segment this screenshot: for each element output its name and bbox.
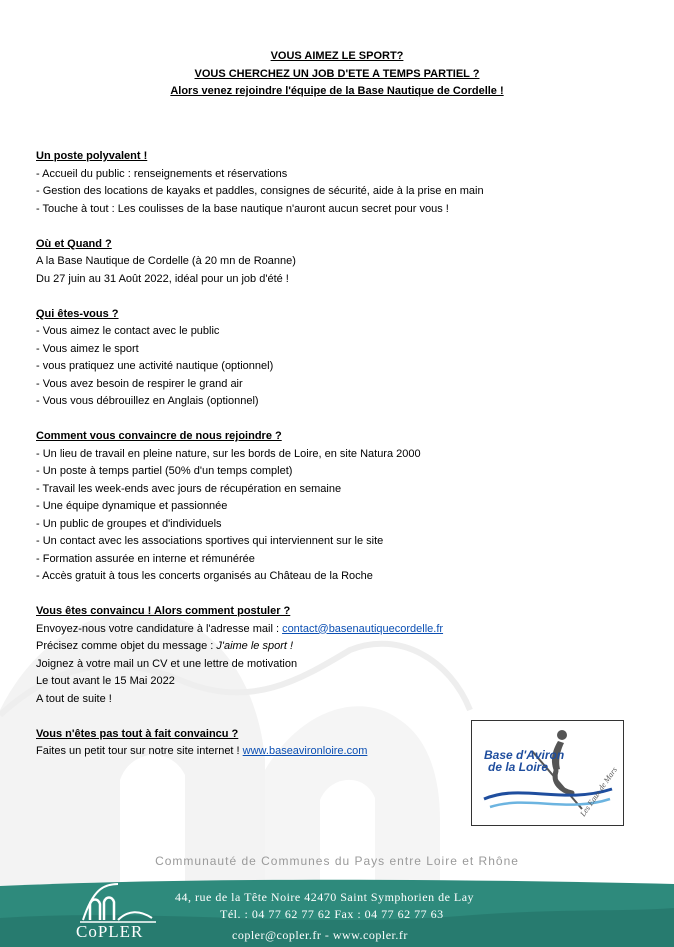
list-item: - Accès gratuit à tous les concerts organisés au Château de la Roche [36,570,373,582]
text-line: A la Base Nautique de Cordelle (à 20 mn de Roanne) [36,255,296,267]
list-item: - Vous avez besoin de respirer le grand air [36,377,243,390]
main-content [36,148,636,778]
community-name: Communauté de Communes du Pays entre Loire et Rhône [155,854,519,868]
site-prefix: Faites un petit tour sur notre site internet ! [36,745,243,757]
list-item: - Travail les week-ends avec jours de récupération en semaine [36,482,342,495]
list-item: - Une équipe dynamique et passionnée [36,500,228,512]
list-item: - Touche à tout : Les coulisses de la base nautique n'auront aucun secret pour vous ! [36,202,449,215]
list-item: - Un public de groupes et d'individuels [36,517,222,530]
section-title: Un poste polyvalent ! [36,150,148,162]
logo-tagline: Les Eaux de Mars [578,765,619,819]
text-line: A tout de suite ! [36,692,112,705]
footer-phone: Tél. : 04 77 62 77 62 Fax : 04 77 62 77 63 [220,907,444,921]
website-link[interactable]: www.baseavironloire.com [242,745,368,757]
list-item: - Vous aimez le contact avec le public [36,325,220,337]
section-poste [36,148,636,218]
text-line: Le tout avant le 15 Mai 2022 [36,675,175,687]
list-item: - Un poste à temps partiel (50% d'un temps complet) [36,465,293,477]
section-comment [36,428,636,586]
list-item: - Un lieu de travail en pleine nature, sur les bords de Loire, en site Natura 2000 [36,447,421,460]
header-line-1: VOUS AIMEZ LE SPORT? [270,50,404,62]
text-line: Joignez à votre mail un CV et une lettre de motivation [36,657,298,670]
section-title: Qui êtes-vous ? [36,307,119,320]
object-prefix: Précisez comme objet du message : [36,640,217,652]
rower-icon [472,721,623,825]
list-item: - Un contact avec les associations sportives qui interviennent sur le site [36,535,384,547]
section-postuler [36,603,636,708]
list-item: - Formation assurée en interne et rémunérée [36,552,255,565]
logo-title-2: de la Loire [488,760,549,774]
base-aviron-logo [471,720,624,826]
footer-contact[interactable]: copler@copler.fr - www.copler.fr [232,928,408,942]
text-line [36,638,636,656]
header-line-2: VOUS CHERCHEZ UN JOB D'ETE A TEMPS PARTIEL ? [194,67,480,80]
copler-logo-icon [78,880,158,924]
section-qui [36,306,636,411]
section-title: Vous êtes convaincu ! Alors comment postuler ? [36,605,291,617]
section-title: Vous n'êtes pas tout à fait convaincu ? [36,727,239,740]
footer-address: 44, rue de la Tête Noire 42470 Saint Symphorien de Lay [175,890,475,904]
send-prefix: Envoyez-nous votre candidature à l'adresse mail : [36,622,283,635]
copler-brand: CoPLER [76,922,144,941]
text-line: Du 27 juin au 31 Août 2022, idéal pour un job d'été ! [36,272,289,285]
section-ou-quand [36,236,636,289]
object-value: J'aime le sport ! [216,640,294,652]
footer [0,878,674,947]
section-title: Où et Quand ? [36,237,112,250]
list-item: - Gestion des locations de kayaks et paddles, consignes de sécurité, aide à la prise en main [36,185,484,197]
list-item: - Vous aimez le sport [36,342,139,355]
list-item: - vous pratiquez une activité nautique (optionnel) [36,360,274,372]
text-line [36,621,636,639]
list-item: - Vous vous débrouillez en Anglais (optionnel) [36,395,259,407]
page-header [0,48,674,101]
logo-title-1: Base d'Aviron [484,748,565,762]
section-title: Comment vous convaincre de nous rejoindre ? [36,430,282,442]
header-line-3: Alors venez rejoindre l'équipe de la Base Nautique de Cordelle ! [170,85,504,97]
email-link[interactable]: contact@basenautiquecordelle.fr [282,622,444,635]
list-item: - Accueil du public : renseignements et réservations [36,167,288,180]
